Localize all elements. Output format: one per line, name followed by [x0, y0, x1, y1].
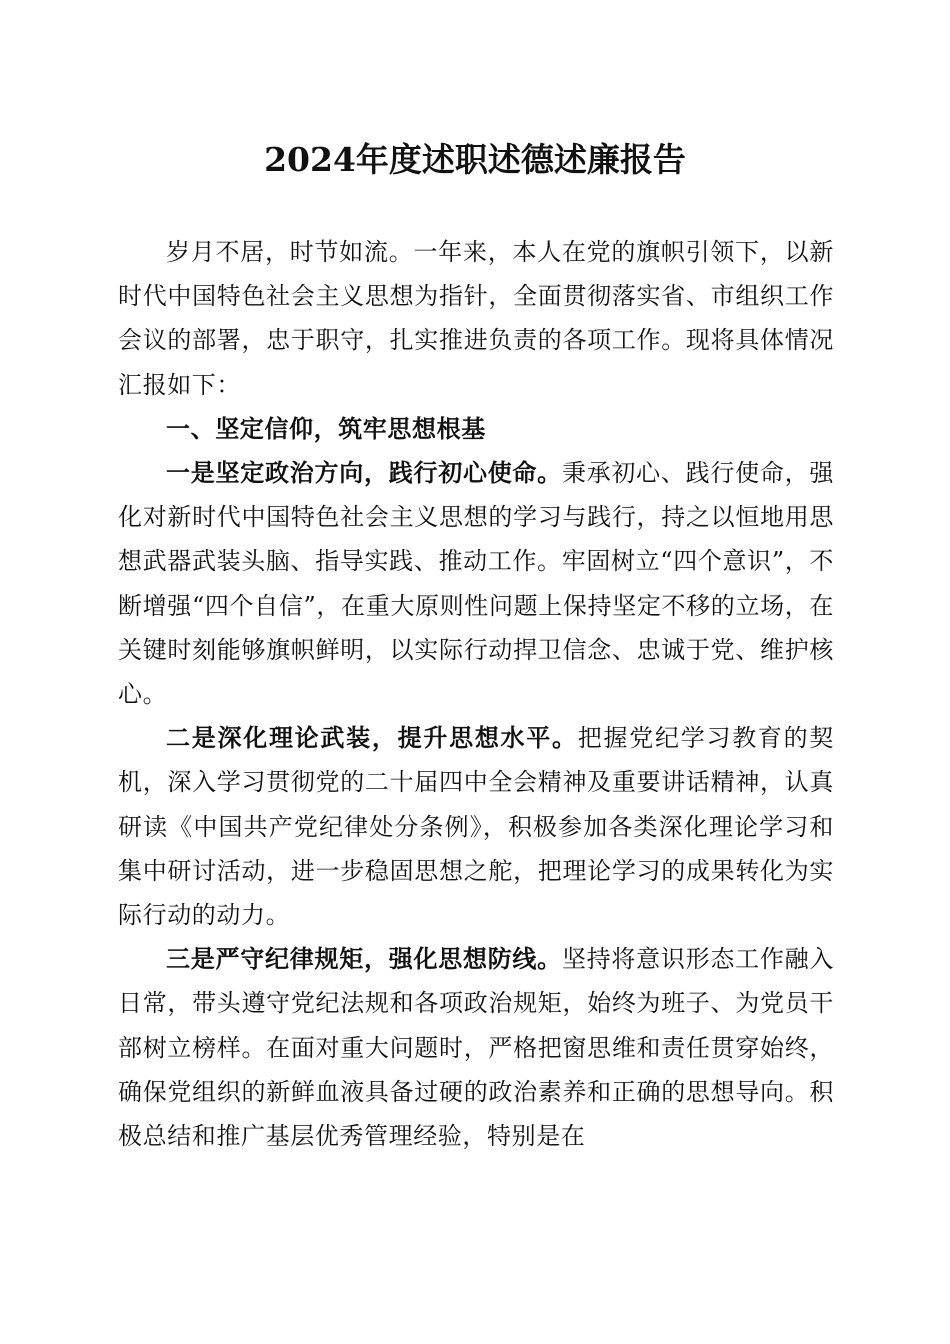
document-title: 2024年度述职述德述廉报告: [264, 140, 686, 179]
intro-paragraph: 岁月不居，时节如流。一年来，本人在党的旗帜引领下，以新时代中国特色社会主义思想为指针，全面贯彻落实省、市组织工作会议的部署，忠于职守，扎实推进负责的各项工作。现将具体情况汇报如下：: [118, 238, 834, 399]
paragraph-lead: 一是坚定政治方向，践行初心使命。: [166, 458, 562, 488]
section-heading: 一、坚定信仰，筑牢思想根基: [166, 414, 486, 443]
paragraph-text: 秉承初心、践行使命，强化对新时代中国特色社会主义思想的学习与践行，持之以恒地用思想武器武装头脑、指导实践、推动工作。牢固树立“四个意识”，不断增强“四个自信”，在重大原则性问题上保持坚定不移的立场，在关键时刻能够旗帜鲜明，以实际行动捍卫信念、忠诚于党、维护核心。: [118, 459, 834, 709]
body-paragraph: [118, 716, 834, 937]
paragraph-lead: 三是严守纪律规矩，强化思想防线。: [166, 944, 562, 974]
paragraph-text: 坚持将意识形态工作融入日常，带头遵守党纪法规和各项政治规矩，始终为班子、为党员干部树立榜样。在面对重大问题时，严格把窗思维和责任贯穿始终，确保党组织的新鲜血液具备过硬的政治素养和正确的思想导向。积极总结和推广基层优秀管理经验，特别是在: [118, 945, 834, 1151]
document-body: [118, 230, 834, 1158]
paragraph-lead: 二是深化理论武装，提升思想水平。: [166, 723, 578, 753]
paragraph-text: 把握党纪学习教育的契机，深入学习贯彻党的二十届四中全会精神及重要讲话精神，认真研读《中国共产党纪律处分条例》，积极参加各类深化理论学习和集中研讨活动，进一步稳固思想之舵，把理论学习的成果转化为实际行动的动力。: [118, 724, 835, 930]
body-paragraph: [118, 451, 834, 716]
body-paragraph: [118, 937, 834, 1158]
